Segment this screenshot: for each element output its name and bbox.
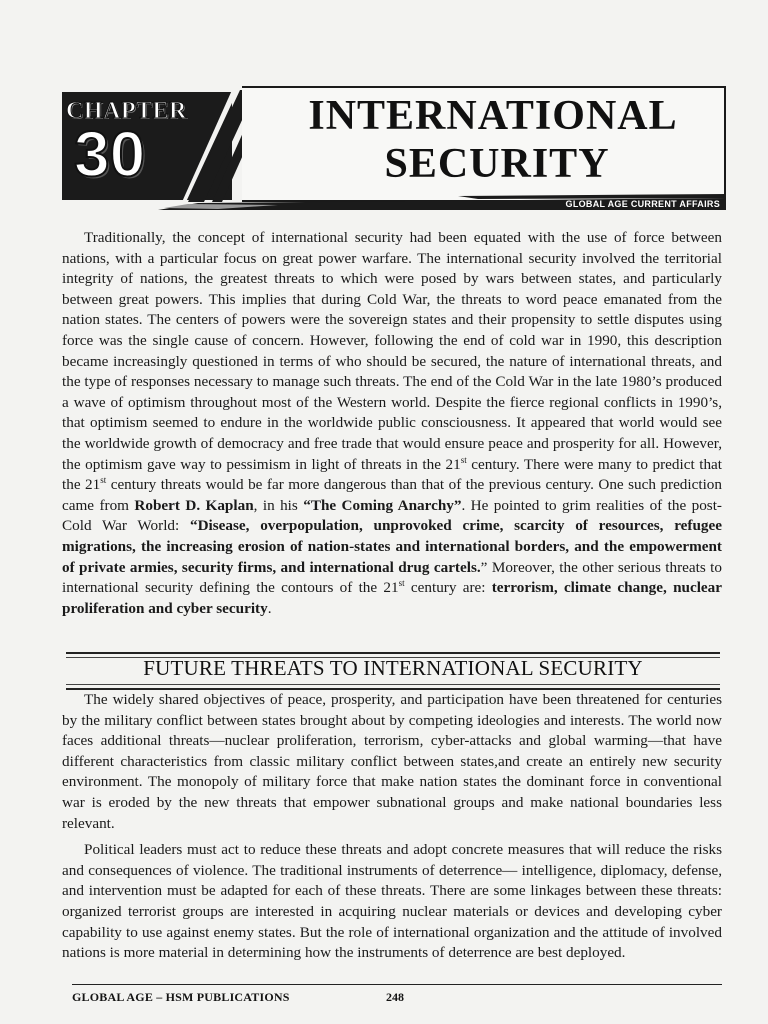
text-run: . He pointed to grim realities of the post-Cold War World: <box>62 496 722 535</box>
text-run: Traditionally, the concept of international security had been equated with the use of force between nations, with a particular focus on great power warfare. The international security involved the territorial integrity of nations, the greatest threats to which were posed by wars between states, and particularly between great powers. This implies that during Cold War, the threats to word peace emanated from the nation states. The centers of powers were the sovereign states and their propensity to settle disputes using force was the single cause of concern. However, following the end of cold war in 1990, this description became increasingly questioned in terms of who should be secured, the nature of international threats, and the type of responses necessary to manage such threats. The end of the Cold War in the late 1980’s produced a wave of optimism throughout most of the Western world. Despite the fierce regional conflicts in 1990’s, that optimism seemed to endure in the worldwide public consciousness. It appeared that world would see the worldwide growth of democracy and free trade that would ensure peace and prosperity for all. However, the optimism gave way to pessimism in light of threats in the 21 <box>62 229 722 473</box>
chapter-label: CHAPTER <box>66 98 187 124</box>
text-run: . <box>267 599 272 617</box>
text-run: century are: <box>404 579 492 597</box>
ribbon-caption: GLOBAL AGE CURRENT AFFAIRS <box>565 199 720 209</box>
section-heading: FUTURE THREATS TO INTERNATIONAL SECURITY <box>143 656 643 680</box>
author-name: Robert D. Kaplan <box>134 496 254 514</box>
footer-rule <box>72 984 722 985</box>
superscript: st <box>100 475 107 486</box>
paragraph: Political leaders must act to reduce these threats and adopt concrete measures that will reduce the risks and consequences of violence. The traditional instruments of deterrence— intelligence, diplomacy, defense, and intervention must be adapted for each of these threats. There are some linkages between these threats: organized terrorist groups are interested in acquiring nuclear materials or devices and developing cyber capability to use against enemy states. But the role of international organization and the attitude of involved nations is more material in determining how the instruments of deterrence are best deployed. <box>62 841 722 962</box>
text-run: century threats would be far more dangerous than that of the previous century. One such prediction came from <box>62 476 722 514</box>
chapter-title-line-1: INTERNATIONAL <box>308 93 678 139</box>
chapter-header <box>62 86 726 222</box>
threat-list: terrorism, climate change, nuclear proliferation and cyber security <box>62 579 722 617</box>
intro-section <box>62 228 722 619</box>
intro-paragraph <box>62 228 722 619</box>
page-number: 248 <box>386 990 404 1004</box>
superscript: st <box>398 578 405 589</box>
footer-publisher: GLOBAL AGE – HSM PUBLICATIONS <box>72 990 290 1004</box>
book-title: “The Coming Anarchy” <box>303 496 462 514</box>
text-run: ” Moreover, the other serious threats to international security defining the contours of the 21 <box>62 558 722 597</box>
text-run: , in his <box>253 496 304 514</box>
paragraph: The widely shared objectives of peace, prosperity, and participation have been threatened for centuries by the military conflict between states brought about by competing ideologies and interests. The world now faces additional threats—nuclear proliferation, terrorism, cyber-attacks and global warming—that have different characteristics from classic military conflict between states,and create an entirely new security environment. The monopoly of military force that make nation states the dominant force in conventional war is eroded by the new threats that empower subnational groups and make national boundaries less relevant. <box>62 691 722 832</box>
text-run: century. There were many to predict that the 21 <box>62 455 722 494</box>
kaplan-quote: “Disease, overpopulation, unprovoked crime, scarcity of resources, refugee migrations, the increasing erosion of nation-states and international borders, and the empowerment of private armies, security firms, and international drug cartels. <box>62 517 722 576</box>
future-threats-section <box>62 690 722 970</box>
superscript: st <box>460 454 467 465</box>
chapter-title-line-2: SECURITY <box>384 141 610 187</box>
title-box <box>242 86 726 202</box>
chapter-number: 30 <box>74 118 146 190</box>
